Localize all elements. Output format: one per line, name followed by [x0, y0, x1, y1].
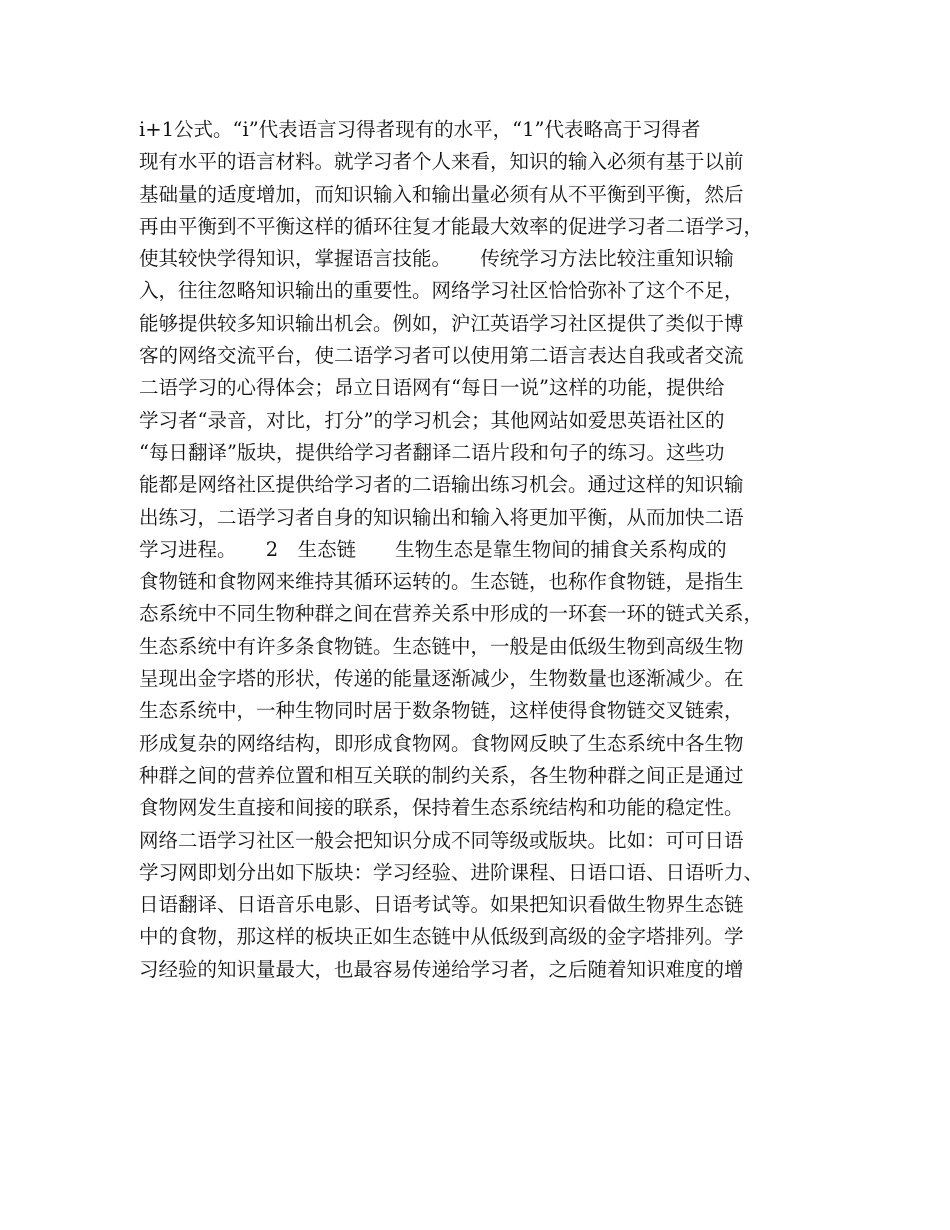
text-line: 态系统中不同生物种群之间在营养关系中形成的一环套一环的链式关系， [139, 602, 764, 626]
text-line: 生态系统中有许多条食物链。生态链中，一般是由低级生物到高级生物 [139, 634, 744, 658]
text-line: 习经验的知识量最大，也最容易传递给学习者，之后随着知识难度的增 [139, 957, 744, 981]
text-line: 客的网络交流平台，使二语学习者可以使用第二语言表达自我或者交流 [139, 344, 744, 368]
text-line: 生态系统中，一种生物同时居于数条物链，这样使得食物链交叉链索， [139, 699, 744, 723]
text-line: 学习进程。 2 生态链 生物生态是靠生物间的捕食关系构成的 [139, 537, 727, 561]
text-line: 种群之间的营养位置和相互关联的制约关系，各生物种群之间正是通过 [139, 763, 744, 787]
body-text [139, 114, 829, 986]
text-line: 食物网发生直接和间接的联系，保持着生态系统结构和功能的稳定性。 [139, 796, 744, 820]
text-line: i+1公式。“i”代表语言习得者现有的水平，“1”代表略高于习得者 [139, 118, 701, 141]
text-line: 日语翻译、日语音乐电影、日语考试等。如果把知识看做生物界生态链 [139, 893, 744, 917]
text-line: 中的食物，那这样的板块正如生态链中从低级到高级的金字塔排列。学 [139, 925, 744, 949]
text-line: 出练习，二语学习者自身的知识输出和输入将更加平衡，从而加快二语 [139, 505, 744, 529]
text-line: 能够提供较多知识输出机会。例如，沪江英语学习社区提供了类似于博 [139, 311, 744, 335]
text-line: 形成复杂的网络结构，即形成食物网。食物网反映了生态系统中各生物 [139, 731, 744, 755]
text-line: 学习者“录音，对比，打分”的学习机会；其他网站如爱思英语社区的 [139, 408, 725, 432]
text-line: 网络二语学习社区一般会把知识分成不同等级或版块。比如：可可日语 [139, 828, 744, 852]
text-line: 能都是网络社区提供给学习者的二语输出练习机会。通过这样的知识输 [139, 473, 744, 497]
text-line: 入，往往忽略知识输出的重要性。网络学习社区恰恰弥补了这个不足， [139, 279, 744, 303]
text-line: 使其较快学得知识，掌握语言技能。 传统学习方法比较注重知识输 [139, 247, 734, 271]
text-line: 再由平衡到不平衡这样的循环往复才能最大效率的促进学习者二语学习， [139, 214, 764, 238]
text-line: 呈现出金字塔的形状，传递的能量逐渐减少，生物数量也逐渐减少。在 [139, 667, 744, 691]
text-line: 基础量的适度增加，而知识输入和输出量必须有从不平衡到平衡，然后 [139, 182, 744, 206]
text-line: 现有水平的语言材料。就学习者个人来看，知识的输入必须有基于以前 [139, 150, 744, 174]
text-line: 学习网即划分出如下版块：学习经验、进阶课程、日语口语、日语听力、 [139, 860, 764, 884]
text-line: “每日翻译”版块，提供给学习者翻译二语片段和句子的练习。这些功 [139, 440, 725, 464]
text-line: 二语学习的心得体会；昂立日语网有“每日一说”这样的功能，提供给 [139, 376, 725, 400]
text-line: 食物链和食物网来维持其循环运转的。生态链，也称作食物链，是指生 [139, 570, 744, 594]
